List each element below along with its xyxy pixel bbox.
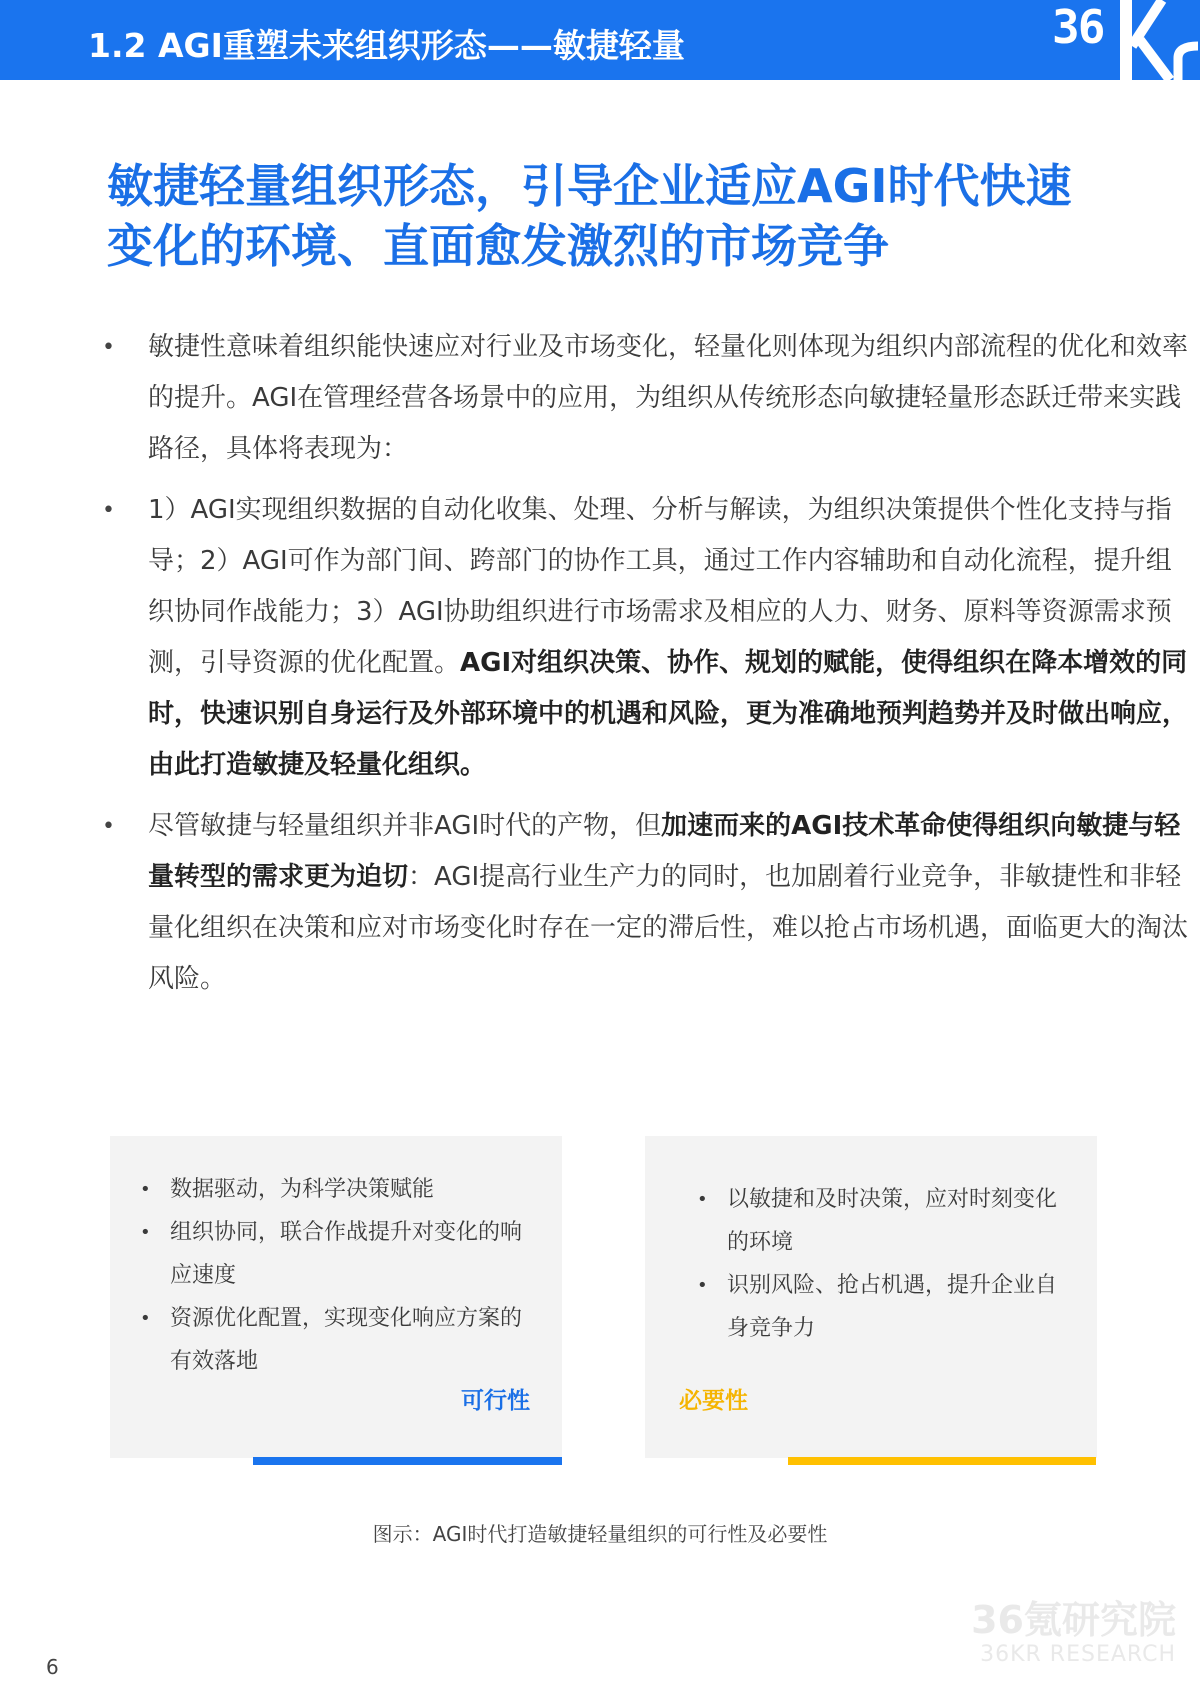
- main-headline: [107, 156, 1137, 276]
- kr-logo-icon: [1118, 0, 1200, 80]
- bullet-paragraph-1: [100, 322, 1188, 475]
- page-number: 6: [46, 1655, 59, 1679]
- list-item-text: 资源优化配置，实现变化响应方案的有效落地: [170, 1306, 523, 1374]
- figure-caption: 图示：AGI时代打造敏捷轻量组织的可行性及必要性: [372, 1522, 828, 1546]
- bullet-text-pre: 尽管敏捷与轻量组织并非AGI时代的产物，但: [148, 811, 662, 841]
- list-item: [140, 1211, 540, 1297]
- logo-number: 36: [1052, 0, 1104, 54]
- list-item-text: 组织协同，联合作战提升对变化的响应速度: [170, 1220, 523, 1288]
- bullet-bold-text: 加速而来的AGI技术革命使得组织向敏捷与轻量转型的需求更为迫切: [148, 811, 1181, 892]
- bullet-text-post: ：AGI提高行业生产力的同时，也加剧着行业竞争，非敏捷性和非轻量化组织在决策和应对市场变化时存在一定的滞后性，难以抢占市场机遇，面临更大的淘汰风险。: [148, 862, 1189, 994]
- bullet-dot: •: [102, 814, 115, 839]
- bullet-paragraph-2: [100, 485, 1188, 791]
- list-item-text: 数据驱动，为科学决策赋能: [170, 1177, 435, 1202]
- body-bullet-list: [100, 322, 1189, 1015]
- feasibility-label: 可行性: [461, 1388, 530, 1414]
- bullet-bold-text: AGI对组织决策、协作、规划的赋能，使得组织在降本增效的同时，快速识别自身运行及外部环境中的机遇和风险，更为准确地预判趋势并及时做出响应，由此打造敏捷及轻量化组织。: [148, 648, 1189, 780]
- watermark: [971, 1598, 1176, 1668]
- section-title: 1.2 AGI重塑未来组织形态——敏捷轻量: [88, 26, 685, 65]
- bullet-text: 敏捷性意味着组织能快速应对行业及市场变化，轻量化则体现为组织内部流程的优化和效率的提升。AGI在管理经营各场景中的应用，为组织从传统形态向敏捷轻量形态跃迁带来实践路径，具体将表现为：: [148, 332, 1189, 464]
- bullet-dot: •: [697, 1275, 708, 1296]
- list-item-text: 识别风险、抢占机遇，提升企业自身竞争力: [727, 1273, 1058, 1341]
- 36kr-logo: [1050, 0, 1200, 80]
- list-item-text: 以敏捷和及时决策，应对时刻变化的环境: [727, 1187, 1058, 1255]
- headline-line-2: 变化的环境、直面愈发激烈的市场竞争: [107, 219, 889, 273]
- header-bar: [0, 0, 1200, 80]
- headline-line-1: 敏捷轻量组织形态，引导企业适应AGI时代快速: [107, 159, 1072, 213]
- bullet-dot: •: [140, 1308, 151, 1329]
- list-item: [697, 1264, 1077, 1350]
- list-item: [697, 1178, 1077, 1264]
- feasibility-list: [140, 1168, 540, 1383]
- list-item: [140, 1297, 540, 1383]
- feasibility-card: [110, 1136, 562, 1458]
- watermark-cn: 36氪研究院: [971, 1598, 1176, 1642]
- necessity-label: 必要性: [679, 1388, 748, 1414]
- bullet-dot: •: [102, 498, 115, 523]
- necessity-card: [645, 1136, 1097, 1458]
- bullet-paragraph-3: [100, 801, 1188, 1005]
- bullet-dot: •: [102, 335, 115, 360]
- bullet-text: 1）AGI实现组织数据的自动化收集、处理、分析与解读，为组织决策提供个性化支持与指导；2）AGI可作为部门间、跨部门的协作工具，通过工作内容辅助和自动化流程，提升组织协同作战能力；3）AGI协助组织进行市场需求及相应的人力、财务、原料等资源需求预测，引导资源的优化配置。: [148, 495, 1172, 678]
- bullet-dot: •: [140, 1222, 151, 1243]
- feasibility-accent-bar: [253, 1457, 562, 1465]
- necessity-accent-bar: [788, 1457, 1096, 1465]
- watermark-en: 36KR RESEARCH: [980, 1642, 1176, 1667]
- bullet-dot: •: [697, 1189, 708, 1210]
- bullet-dot: •: [140, 1179, 151, 1200]
- list-item: [140, 1168, 540, 1211]
- necessity-list: [697, 1178, 1077, 1350]
